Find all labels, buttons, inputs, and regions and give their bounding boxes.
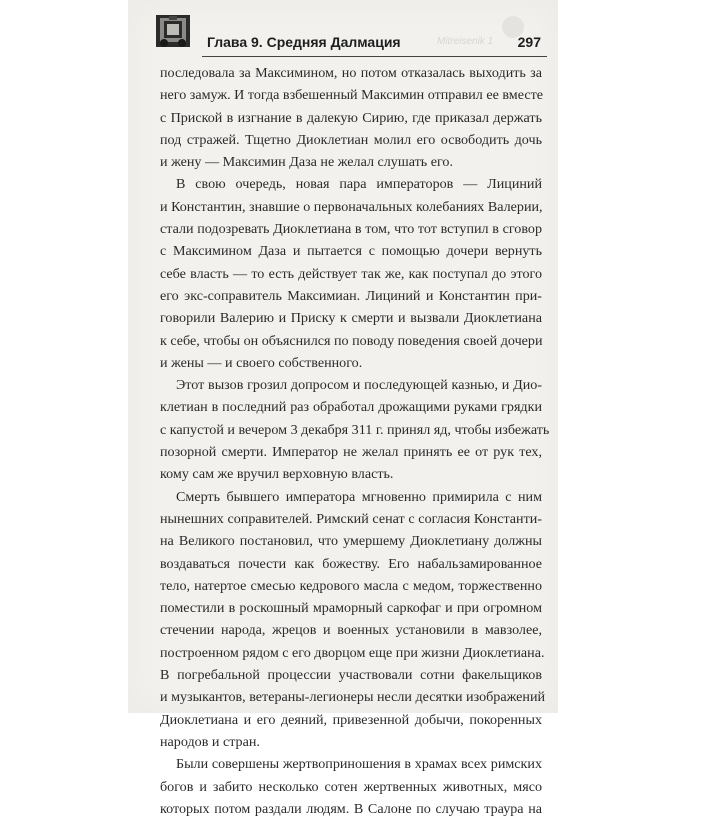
- text-line: стечении народа, жрецов и военных установили в мавзолее,: [160, 622, 542, 639]
- text-line: говорили Валерию и Приску к смерти и вызвали Диоклетиана: [160, 310, 542, 327]
- text-line: и музыкантов, ветераны-легионеры несли десятки изображений: [160, 689, 546, 706]
- text-line: В погребальной процессии участвовали сотни факельщиков: [160, 667, 542, 684]
- text-line: Были совершены жертвоприношения в храмах всех римских: [176, 756, 542, 773]
- text-line: построенном рядом с его дворцом еще при жизни Диоклетиана.: [160, 644, 545, 661]
- chapter-title: Глава 9. Средняя Далмация: [207, 34, 401, 50]
- chapter-emblem-icon: [155, 14, 191, 48]
- text-line: с Приской в изгнание в далекую Сирию, где приказал держать: [160, 109, 542, 126]
- text-line: стали подозревать Диоклетиана в том, что тот вступил в сговор: [160, 221, 542, 238]
- running-header: [147, 6, 547, 54]
- text-line: нынешних соправителей. Римский сенат с согласия Константи-: [160, 510, 542, 527]
- paragraph: [160, 374, 550, 485]
- text-line: воздаваться почести как божеству. Его набальзамированное: [160, 555, 542, 572]
- text-line: себе власть — то есть действует так же, как поступал до этого: [160, 265, 542, 282]
- text-line: и жены — и своего собственного.: [160, 354, 363, 371]
- text-line: клетиан в последний раз обработал дрожащими руками грядки: [160, 399, 542, 416]
- text-line: народов и стран.: [160, 733, 260, 750]
- text-line: последовала за Максимином, но потом отказалась выходить за: [160, 65, 542, 81]
- text-line: под стражей. Тщетно Диоклетиан молил его освободить дочь: [160, 131, 542, 148]
- text-line: Этот вызов грозил допросом и последующей казнью, и Дио-: [176, 377, 542, 394]
- text-line: к себе, чтобы он объяснился по поводу поведения своей дочери: [160, 332, 543, 349]
- text-line: богов и забито несколько сотен жертвенных животных, мясо: [160, 778, 542, 795]
- text-line: и жену — Максимин Даза не желал слушать его.: [160, 154, 453, 171]
- paragraph: [160, 62, 542, 173]
- text-line: с Максимином Даза и пытается с помощью дочери вернуть: [160, 243, 542, 260]
- paragraph: [160, 486, 546, 754]
- text-line: В свою очередь, новая пара императоров — Лициний: [176, 176, 542, 193]
- header-rule: [202, 56, 547, 57]
- text-line: его экс-соправитель Максимиан. Лициний и Константин при-: [160, 287, 542, 304]
- paragraph: [160, 753, 542, 820]
- text-line: Диоклетиана и его деяний, привезенной добычи, покоренных: [160, 711, 542, 728]
- text-line: кому сам же вручил верховную власть.: [160, 466, 394, 483]
- paragraph: [160, 173, 542, 374]
- text-line: и Константин, знавшие о первоначальных колебаниях Валерии,: [160, 198, 543, 215]
- body-text: [160, 62, 550, 820]
- text-line: на Великого постановил, что умершему Диоклетиану должны: [160, 533, 542, 550]
- text-line: него замуж. И тогда взбешенный Максимин отправил ее вместе: [160, 87, 543, 104]
- bleed-through-text: Mitreisenik 1: [437, 36, 494, 47]
- text-line: тело, натертое смесью кедрового масла с медом, торжественно: [160, 577, 542, 594]
- text-line: Смерть бывшего императора мгновенно примирила с ним: [176, 488, 542, 505]
- text-line: с капустой и вечером 3 декабря 311 г. принял яд, чтобы избежать: [160, 421, 550, 438]
- text-line: позорной смерти. Император не желал принять ее от рук тех,: [160, 444, 542, 461]
- text-line: которых потом раздали людям. В Салоне по случаю траура на: [160, 800, 542, 817]
- text-line: поместили в роскошный мраморный саркофаг и при огромном: [160, 600, 542, 617]
- page-number: 297: [517, 34, 541, 50]
